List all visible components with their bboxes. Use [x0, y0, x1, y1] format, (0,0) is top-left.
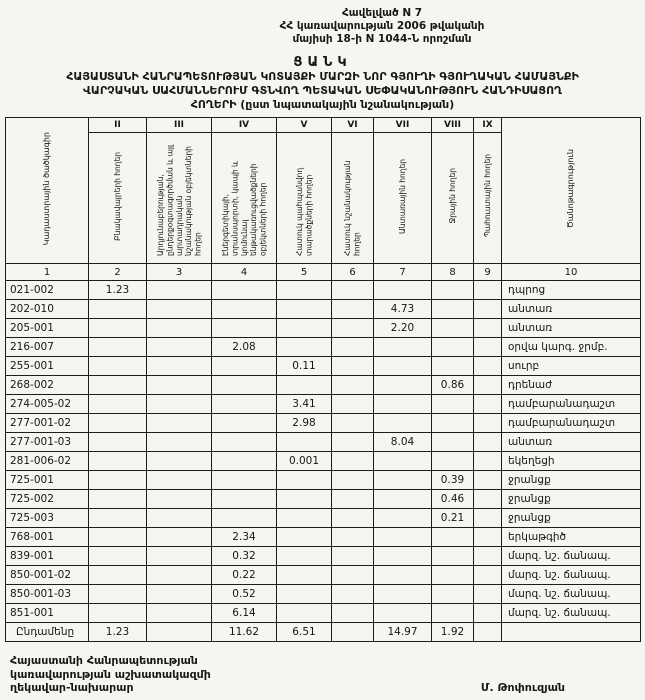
- value-cell: [332, 319, 374, 338]
- value-cell: [474, 376, 502, 395]
- cadastral-code-cell: 725-003: [6, 509, 89, 528]
- note-cell: մարզ. նշ. ճանապ.: [502, 604, 641, 623]
- decree-line-2: մայիսի 18-ի N 1044-Ն որոշման: [292, 33, 472, 45]
- note-cell: մարզ. նշ. ճանապ.: [502, 585, 641, 604]
- value-cell: [277, 528, 332, 547]
- value-cell: [147, 452, 212, 471]
- value-cell: [277, 433, 332, 452]
- value-cell: [89, 547, 147, 566]
- value-cell: 0.52: [212, 585, 277, 604]
- value-cell: 0.22: [212, 566, 277, 585]
- value-cell: [432, 547, 474, 566]
- note-cell: դպրոց: [502, 281, 641, 300]
- header-protected-lands: [277, 133, 332, 264]
- value-cell: [374, 376, 432, 395]
- column-number: 4: [212, 264, 277, 281]
- value-cell: 0.21: [432, 509, 474, 528]
- total-label-cell: Ընդամենը: [6, 623, 89, 642]
- value-cell: [277, 604, 332, 623]
- roman-numeral: II: [89, 118, 147, 133]
- note-cell: ջրանցք: [502, 509, 641, 528]
- value-cell: 4.73: [374, 300, 432, 319]
- table-row: [6, 604, 641, 623]
- column-number: 5: [277, 264, 332, 281]
- value-cell: 2.08: [212, 338, 277, 357]
- value-cell: [147, 414, 212, 433]
- signatory-line-3: ղեկավար-նախարար: [10, 681, 134, 694]
- value-cell: [332, 490, 374, 509]
- header-forest-lands-label: Անտառային հողեր: [397, 158, 407, 234]
- value-cell: [332, 338, 374, 357]
- value-cell: [374, 509, 432, 528]
- value-cell: 11.62: [212, 623, 277, 642]
- value-cell: [474, 414, 502, 433]
- cadastral-code-cell: 850-001-02: [6, 566, 89, 585]
- value-cell: [474, 604, 502, 623]
- note-cell: մարզ. նշ. ճանապ.: [502, 547, 641, 566]
- value-cell: 2.98: [277, 414, 332, 433]
- value-cell: [474, 623, 502, 642]
- header-industrial-lands-label: Արդյունաբերության, ընդերքօգտագործման և այլ արտադրական նշանակության օբյեկտների հողեր: [155, 144, 203, 256]
- value-cell: [432, 566, 474, 585]
- roman-numeral: III: [147, 118, 212, 133]
- total-row: [6, 623, 641, 642]
- note-cell: դամբարանադաշտ: [502, 395, 641, 414]
- header-water-lands: [432, 133, 474, 264]
- value-cell: 2.20: [374, 319, 432, 338]
- signatory-line-1: Հայաստանի Հանրապետության: [10, 654, 198, 667]
- value-cell: [374, 547, 432, 566]
- note-cell: անտառ: [502, 300, 641, 319]
- column-number: 3: [147, 264, 212, 281]
- cadastral-code-cell: 850-001-03: [6, 585, 89, 604]
- table-row: [6, 433, 641, 452]
- value-cell: [277, 509, 332, 528]
- title-line-3: [0, 98, 645, 112]
- note-cell: երկաթգիծ: [502, 528, 641, 547]
- header-note: [502, 118, 641, 264]
- table-row: [6, 528, 641, 547]
- value-cell: [147, 547, 212, 566]
- value-cell: [89, 319, 147, 338]
- header-cadastral-code-label: Կադաստրային ծածկագիր: [42, 131, 51, 246]
- note-cell: սուրբ: [502, 357, 641, 376]
- cadastral-code-cell: 255-001: [6, 357, 89, 376]
- value-cell: [147, 509, 212, 528]
- roman-numeral: V: [277, 118, 332, 133]
- column-number: 9: [474, 264, 502, 281]
- note-cell: դամբարանադաշտ: [502, 414, 641, 433]
- title-classification-note: (ըստ նպատակային նշանակության): [240, 98, 455, 111]
- table-row: [6, 281, 641, 300]
- header-settlement-lands: [89, 133, 147, 264]
- value-cell: [474, 357, 502, 376]
- value-cell: [212, 414, 277, 433]
- value-cell: [474, 281, 502, 300]
- appendix-reference: [277, 7, 487, 46]
- table-row: [6, 414, 641, 433]
- value-cell: [89, 566, 147, 585]
- table-row: [6, 490, 641, 509]
- value-cell: [432, 357, 474, 376]
- table-row: [6, 585, 641, 604]
- value-cell: [432, 604, 474, 623]
- value-cell: [147, 490, 212, 509]
- note-cell: օրվա կարգ. ջրմբ.: [502, 338, 641, 357]
- column-number: 10: [502, 264, 641, 281]
- value-cell: [212, 452, 277, 471]
- value-cell: [147, 471, 212, 490]
- value-cell: [374, 452, 432, 471]
- value-cell: [147, 395, 212, 414]
- value-cell: [89, 528, 147, 547]
- title-lands-word: ՀՈՂԵՐԻ: [190, 98, 237, 111]
- value-cell: [474, 433, 502, 452]
- value-cell: [89, 509, 147, 528]
- value-cell: [277, 585, 332, 604]
- value-cell: [147, 338, 212, 357]
- cadastral-code-cell: 851-001: [6, 604, 89, 623]
- value-cell: [432, 433, 474, 452]
- column-number: 6: [332, 264, 374, 281]
- cadastral-code-cell: 274-005-02: [6, 395, 89, 414]
- header-infrastructure-lands-label: Էներգետիկայի, տրանսպորտի, կապի և կոմունալ ենթակառուցվածքների օբյեկտների հողեր: [220, 160, 268, 256]
- value-cell: [332, 547, 374, 566]
- value-cell: 0.32: [212, 547, 277, 566]
- column-number: 8: [432, 264, 474, 281]
- value-cell: [474, 566, 502, 585]
- value-cell: [374, 528, 432, 547]
- table-row: [6, 376, 641, 395]
- column-number: 2: [89, 264, 147, 281]
- value-cell: [374, 414, 432, 433]
- value-cell: 3.41: [277, 395, 332, 414]
- value-cell: [212, 281, 277, 300]
- value-cell: [374, 395, 432, 414]
- roman-numeral: IX: [474, 118, 502, 133]
- value-cell: [147, 585, 212, 604]
- roman-numeral: VIII: [432, 118, 474, 133]
- value-cell: 1.92: [432, 623, 474, 642]
- cadastral-code-cell: 216-007: [6, 338, 89, 357]
- value-cell: [332, 604, 374, 623]
- title-line-1: ՀԱՅԱՍՏԱՆԻ ՀԱՆՐԱՊԵՏՈՒԹՅԱՆ ԿՈՏԱՅՔԻ ՄԱՐԶԻ ՆՈՐ ԳՅՈՒՂԻ ԳՅՈՒՂԱԿԱՆ ՀԱՄԱՅՆՔԻ: [66, 70, 579, 83]
- cadastral-code-cell: 839-001: [6, 547, 89, 566]
- value-cell: [277, 490, 332, 509]
- header-reserve-lands: [474, 133, 502, 264]
- title-line-2: ՎԱՐՉԱԿԱՆ ՍԱՀՄԱՆՆԵՐՈՒՄ ԳՏՆՎՈՂ ՊԵՏԱԿԱՆ ՍԵՓԱԿԱՆՈՒԹՅՈՒՆ ՀԱՆԴԻՍԱՑՈՂ: [83, 84, 562, 97]
- value-cell: [474, 471, 502, 490]
- cadastral-code-cell: 277-001-02: [6, 414, 89, 433]
- value-cell: [212, 300, 277, 319]
- value-cell: 0.86: [432, 376, 474, 395]
- note-cell: դրենաժ: [502, 376, 641, 395]
- signatory-title-block: [10, 654, 211, 695]
- value-cell: [332, 300, 374, 319]
- value-cell: 0.39: [432, 471, 474, 490]
- value-cell: [212, 319, 277, 338]
- value-cell: [474, 490, 502, 509]
- value-cell: [89, 395, 147, 414]
- land-parcels-table: [5, 117, 641, 642]
- value-cell: [474, 509, 502, 528]
- header-infrastructure-lands: [212, 133, 277, 264]
- value-cell: [89, 452, 147, 471]
- cadastral-code-cell: 725-002: [6, 490, 89, 509]
- value-cell: [89, 376, 147, 395]
- value-cell: [332, 395, 374, 414]
- value-cell: [432, 414, 474, 433]
- header-protected-lands-label: Հատուկ պահպանվող տարածքների հողեր: [294, 167, 313, 256]
- value-cell: [277, 376, 332, 395]
- header-forest-lands: [374, 133, 432, 264]
- value-cell: [89, 490, 147, 509]
- value-cell: [212, 357, 277, 376]
- cadastral-code-cell: 202-010: [6, 300, 89, 319]
- value-cell: 2.34: [212, 528, 277, 547]
- cadastral-code-cell: 281-006-02: [6, 452, 89, 471]
- value-cell: [432, 338, 474, 357]
- table-row: [6, 547, 641, 566]
- value-cell: 14.97: [374, 623, 432, 642]
- value-cell: [212, 509, 277, 528]
- value-cell: [432, 319, 474, 338]
- value-cell: [277, 471, 332, 490]
- header-reserve-lands-label: Պահուստային հողեր: [482, 154, 492, 238]
- cadastral-code-cell: 768-001: [6, 528, 89, 547]
- title-block: [0, 55, 645, 112]
- signature-name: Մ. Թոփուզյան: [480, 681, 565, 694]
- value-cell: [374, 338, 432, 357]
- value-cell: 0.001: [277, 452, 332, 471]
- value-cell: [147, 433, 212, 452]
- value-cell: [277, 300, 332, 319]
- value-cell: [147, 623, 212, 642]
- value-cell: [474, 528, 502, 547]
- roman-numeral-row: [6, 118, 641, 133]
- table-row: [6, 452, 641, 471]
- value-cell: [277, 338, 332, 357]
- value-cell: [374, 471, 432, 490]
- value-cell: [147, 319, 212, 338]
- value-cell: 6.14: [212, 604, 277, 623]
- table-row: [6, 338, 641, 357]
- value-cell: [332, 281, 374, 300]
- value-cell: [332, 509, 374, 528]
- value-cell: 1.23: [89, 623, 147, 642]
- table-row: [6, 395, 641, 414]
- header-cadastral-code: [6, 118, 89, 264]
- value-cell: [474, 395, 502, 414]
- table-body: [6, 281, 641, 642]
- value-cell: [474, 547, 502, 566]
- value-cell: [89, 433, 147, 452]
- value-cell: [332, 566, 374, 585]
- footer: [10, 654, 565, 695]
- value-cell: [212, 376, 277, 395]
- value-cell: [332, 585, 374, 604]
- note-cell: մարզ. նշ. ճանապ.: [502, 566, 641, 585]
- value-cell: 6.51: [277, 623, 332, 642]
- cadastral-code-cell: 725-001: [6, 471, 89, 490]
- value-cell: [212, 395, 277, 414]
- value-cell: [332, 471, 374, 490]
- table-row: [6, 300, 641, 319]
- value-cell: [474, 300, 502, 319]
- value-cell: [212, 433, 277, 452]
- roman-numeral: IV: [212, 118, 277, 133]
- value-cell: 0.11: [277, 357, 332, 376]
- cadastral-code-cell: 268-002: [6, 376, 89, 395]
- value-cell: [89, 604, 147, 623]
- header-special-lands-label: Հատուկ նշանակության հողեր: [343, 160, 362, 256]
- value-cell: [277, 281, 332, 300]
- cadastral-code-cell: 205-001: [6, 319, 89, 338]
- value-cell: [432, 528, 474, 547]
- value-cell: [474, 338, 502, 357]
- signatory-line-2: կառավարության աշխատակազմի: [10, 667, 211, 681]
- value-cell: [89, 471, 147, 490]
- value-cell: [147, 566, 212, 585]
- value-cell: [374, 604, 432, 623]
- value-cell: [432, 452, 474, 471]
- value-cell: [277, 566, 332, 585]
- value-cell: [474, 319, 502, 338]
- column-number-row: [6, 264, 641, 281]
- value-cell: [474, 585, 502, 604]
- value-cell: [89, 338, 147, 357]
- value-cell: [277, 547, 332, 566]
- cadastral-code-cell: 277-001-03: [6, 433, 89, 452]
- value-cell: 0.46: [432, 490, 474, 509]
- table-row: [6, 509, 641, 528]
- value-cell: [374, 281, 432, 300]
- value-cell: [147, 300, 212, 319]
- header-settlement-lands-label: Բնակավայրերի հողեր: [112, 151, 122, 241]
- value-cell: [212, 471, 277, 490]
- cadastral-code-cell: 021-002: [6, 281, 89, 300]
- header-industrial-lands: [147, 133, 212, 264]
- value-cell: [374, 566, 432, 585]
- appendix-number: Հավելված N 7: [341, 7, 423, 19]
- value-cell: [332, 376, 374, 395]
- value-cell: [147, 528, 212, 547]
- value-cell: [89, 300, 147, 319]
- table-row: [6, 319, 641, 338]
- value-cell: [474, 452, 502, 471]
- decree-line-1: ՀՀ կառավարության 2006 թվականի: [279, 20, 485, 32]
- note-cell: [502, 623, 641, 642]
- document-title: ՑԱՆԿ: [293, 55, 352, 70]
- roman-numeral: VII: [374, 118, 432, 133]
- value-cell: [432, 281, 474, 300]
- value-cell: [212, 490, 277, 509]
- value-cell: [89, 585, 147, 604]
- value-cell: 8.04: [374, 433, 432, 452]
- value-cell: [277, 319, 332, 338]
- value-cell: [147, 281, 212, 300]
- table-row: [6, 566, 641, 585]
- value-cell: 1.23: [89, 281, 147, 300]
- header-special-lands: [332, 133, 374, 264]
- header-water-lands-label: Ջրային հողեր: [447, 168, 457, 224]
- value-cell: [147, 357, 212, 376]
- column-number: 7: [374, 264, 432, 281]
- table-row: [6, 471, 641, 490]
- note-cell: ջրանցք: [502, 490, 641, 509]
- value-cell: [147, 376, 212, 395]
- value-cell: [332, 452, 374, 471]
- value-cell: [374, 490, 432, 509]
- value-cell: [332, 528, 374, 547]
- value-cell: [89, 357, 147, 376]
- value-cell: [332, 357, 374, 376]
- value-cell: [332, 623, 374, 642]
- value-cell: [89, 414, 147, 433]
- value-cell: [332, 433, 374, 452]
- value-cell: [432, 300, 474, 319]
- value-cell: [432, 585, 474, 604]
- value-cell: [374, 585, 432, 604]
- note-cell: անտառ: [502, 319, 641, 338]
- note-cell: եկեղեցի: [502, 452, 641, 471]
- header-note-label: Ծանոթագրություն: [566, 148, 575, 229]
- roman-numeral: VI: [332, 118, 374, 133]
- column-number: 1: [6, 264, 89, 281]
- note-cell: ջրանցք: [502, 471, 641, 490]
- value-cell: [374, 357, 432, 376]
- value-cell: [332, 414, 374, 433]
- table-row: [6, 357, 641, 376]
- value-cell: [432, 395, 474, 414]
- note-cell: անտառ: [502, 433, 641, 452]
- value-cell: [147, 604, 212, 623]
